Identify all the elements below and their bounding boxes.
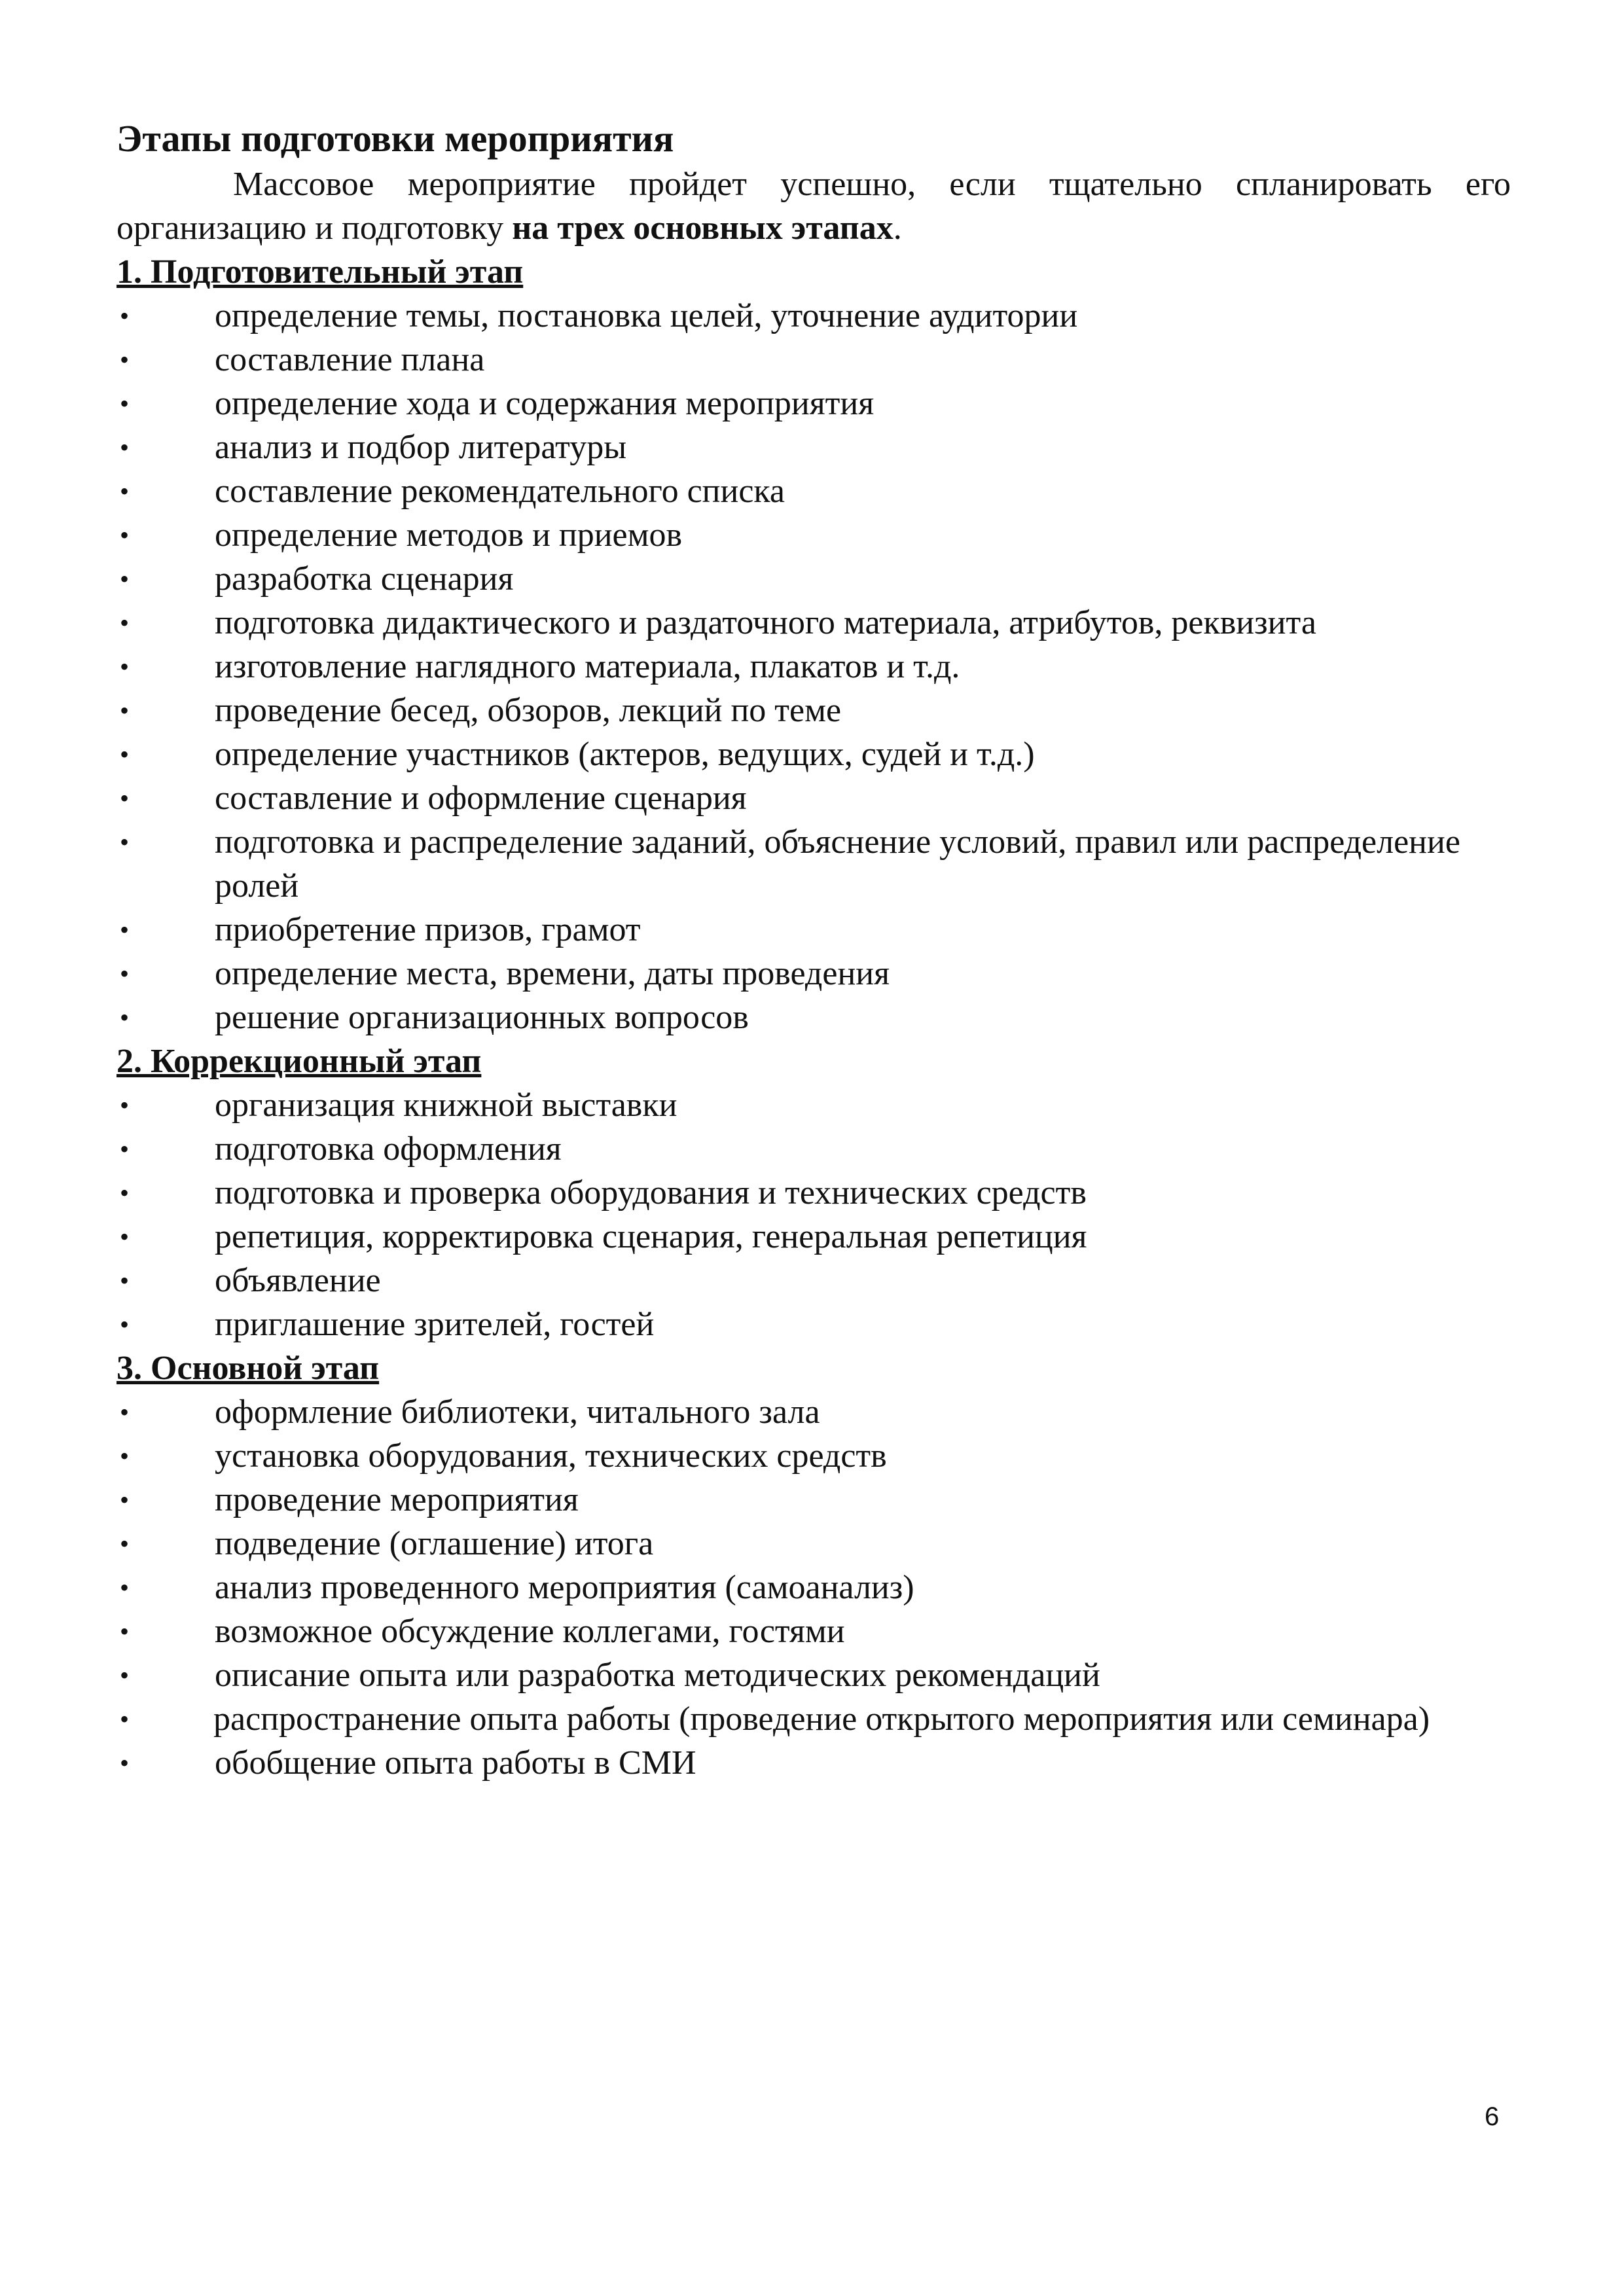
list-item	[117, 1609, 1511, 1653]
list-item	[117, 338, 1511, 382]
list-item	[117, 294, 1511, 338]
list-item-text: установка оборудования, технических средств	[215, 1437, 887, 1475]
list-item	[117, 1478, 1511, 1522]
list-item-text: оформление библиотеки, читального зала	[215, 1393, 820, 1431]
list-item-text: описание опыта или разработка методических рекомендаций	[215, 1657, 1100, 1694]
list-item	[117, 601, 1511, 645]
list-item	[117, 952, 1511, 996]
list-item-text: приобретение призов, грамот	[215, 911, 641, 948]
list-item	[117, 776, 1511, 820]
list-item	[117, 1390, 1511, 1434]
bullet-icon: •	[120, 520, 130, 550]
list-item-text: приглашение зрителей, гостей	[215, 1306, 655, 1343]
list-item-text: обобщение опыта работы в СМИ	[215, 1744, 696, 1782]
list-item	[117, 645, 1511, 689]
list-item-text: составление плана	[215, 341, 485, 378]
list-item-text: проведение бесед, обзоров, лекций по теме	[215, 692, 842, 729]
bullet-icon: •	[120, 345, 130, 374]
list-item	[117, 1171, 1511, 1215]
bullet-icon: •	[120, 1397, 130, 1427]
list-item	[117, 908, 1511, 952]
list-item	[117, 513, 1511, 557]
bullet-icon: •	[120, 1134, 130, 1164]
list-item-text: определение места, времени, даты проведения	[215, 955, 890, 992]
bullet-list-main	[117, 1390, 1511, 1785]
list-item-text: определение хода и содержания мероприятия	[215, 385, 875, 422]
list-item-text: возможное обсуждение коллегами, гостями	[215, 1613, 845, 1650]
list-item	[117, 1741, 1511, 1785]
list-item	[117, 1127, 1511, 1171]
bullet-icon: •	[120, 1573, 130, 1602]
bullet-list-preparatory	[117, 294, 1511, 1039]
list-item-text: анализ и подбор литературы	[215, 429, 627, 466]
list-item	[117, 1259, 1511, 1302]
page-number: 6	[1485, 2102, 1500, 2131]
list-item-text: распространение опыта работы (проведение открытого мероприятия или семинара)	[213, 1700, 1430, 1738]
list-item	[117, 557, 1511, 601]
list-item	[117, 382, 1511, 425]
bullet-icon: •	[120, 1485, 130, 1515]
bullet-icon: •	[120, 827, 130, 857]
bullet-icon: •	[120, 608, 130, 637]
list-item-text: организация книжной выставки	[215, 1086, 677, 1124]
list-item-text: подготовка оформления	[215, 1130, 562, 1168]
list-item	[117, 469, 1511, 513]
bullet-icon: •	[120, 652, 130, 681]
list-item	[117, 1697, 1511, 1741]
list-item-text: репетиция, корректировка сценария, генеральная репетиция	[215, 1218, 1087, 1255]
list-item-text: подведение (оглашение) итога	[215, 1525, 654, 1562]
bullet-icon: •	[120, 564, 130, 594]
list-item	[117, 425, 1511, 469]
bullet-icon: •	[120, 389, 130, 418]
bullet-icon: •	[120, 433, 130, 462]
list-item	[117, 996, 1511, 1039]
intro-bold-text: на трех основных этапах	[512, 209, 893, 247]
bullet-icon: •	[120, 959, 130, 988]
bullet-icon: •	[120, 1178, 130, 1208]
list-item	[117, 1215, 1511, 1259]
intro-end: .	[893, 209, 902, 247]
list-item-text: подготовка и проверка оборудования и технических средств	[215, 1174, 1087, 1211]
intro-text: Массовое мероприятие пройдет успешно, если тщательно спланировать его организацию и подготовку	[117, 166, 1511, 247]
list-item	[117, 1083, 1511, 1127]
section-heading-correction: 2. Коррекционный этап	[117, 1043, 482, 1080]
list-item-text: проведение мероприятия	[215, 1481, 579, 1518]
bullet-icon: •	[120, 696, 130, 725]
list-item	[117, 1653, 1511, 1697]
section-heading-main: 3. Основной этап	[117, 1350, 380, 1387]
bullet-icon: •	[120, 301, 130, 331]
bullet-icon: •	[120, 1266, 130, 1295]
list-item-text: составление рекомендательного списка	[215, 473, 785, 510]
bullet-icon: •	[120, 1704, 130, 1734]
bullet-icon: •	[120, 1003, 130, 1032]
section-heading-preparatory: 1. Подготовительный этап	[117, 253, 524, 291]
bullet-icon: •	[120, 1441, 130, 1471]
list-item	[117, 1302, 1511, 1346]
list-item-text: анализ проведенного мероприятия (самоанализ)	[215, 1569, 914, 1606]
list-item-text: определение методов и приемов	[215, 516, 683, 554]
list-item	[117, 1434, 1511, 1478]
list-item-text: изготовление наглядного материала, плакатов и т.д.	[215, 648, 960, 685]
page-content	[117, 115, 1511, 1785]
bullet-icon: •	[120, 915, 130, 944]
list-item-text: определение темы, постановка целей, уточнение аудитории	[215, 297, 1078, 334]
bullet-icon: •	[120, 1617, 130, 1646]
bullet-icon: •	[120, 1748, 130, 1778]
bullet-icon: •	[120, 1529, 130, 1558]
list-item	[117, 820, 1511, 908]
list-item	[117, 1522, 1511, 1566]
list-item-text: составление и оформление сценария	[215, 780, 747, 817]
list-item	[117, 689, 1511, 732]
bullet-icon: •	[120, 1090, 130, 1120]
bullet-list-correction	[117, 1083, 1511, 1346]
bullet-icon: •	[120, 1310, 130, 1339]
list-item-text: подготовка дидактического и раздаточного материала, атрибутов, реквизита	[215, 604, 1316, 641]
intro-paragraph	[117, 162, 1511, 250]
bullet-icon: •	[120, 783, 130, 813]
list-item-text: определение участников (актеров, ведущих, судей и т.д.)	[215, 736, 1035, 773]
list-item	[117, 732, 1511, 776]
bullet-icon: •	[120, 1660, 130, 1690]
bullet-icon: •	[120, 476, 130, 506]
list-item-text: разработка сценария	[215, 560, 514, 598]
list-item-text: решение организационных вопросов	[215, 999, 749, 1036]
page-title: Этапы подготовки мероприятия	[117, 117, 674, 160]
bullet-icon: •	[120, 740, 130, 769]
list-item	[117, 1566, 1511, 1609]
list-item-text: объявление	[215, 1262, 381, 1299]
list-item-text: подготовка и распределение заданий, объяснение условий, правил или распределение ролей	[215, 823, 1460, 905]
bullet-icon: •	[120, 1222, 130, 1251]
